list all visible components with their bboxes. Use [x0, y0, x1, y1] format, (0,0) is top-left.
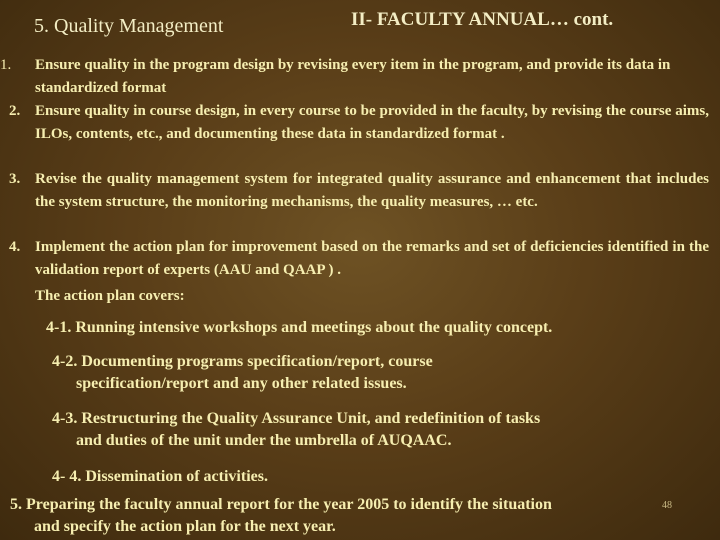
- item-text: Ensure quality in course design, in every course to be provided in the faculty, by revising the course aims, ILOs, contents, etc., and documenting these data in standardized format .: [35, 103, 709, 142]
- plan-intro: The action plan covers:: [35, 288, 185, 304]
- final-list-item: [10, 494, 710, 538]
- subitem-line: specification/report and any other related issues.: [76, 375, 407, 392]
- subitem-line: and duties of the unit under the umbrella of AUQAAC.: [76, 432, 452, 449]
- subitem-4-2: [52, 351, 433, 395]
- item-text: Preparing the faculty annual report for the year 2005 to identify the situation: [26, 496, 552, 513]
- item-text: Revise the quality management system for integrated quality assurance and enhancement that includes the system structure, the monitoring mechanisms, the quality measures, … etc.: [35, 171, 709, 210]
- page-number: 48: [662, 500, 672, 511]
- final-item-line: and specify the action plan for the next year.: [34, 518, 336, 535]
- item-number: 3.: [9, 171, 21, 187]
- list-item: [0, 54, 710, 100]
- list-item: [9, 236, 710, 282]
- item-text: Implement the action plan for improvement based on the remarks and set of deficiencies identified in the validation report of experts (AAU and QAAP ) .: [35, 239, 709, 278]
- subitem-4-4: 4- 4. Dissemination of activities.: [52, 468, 268, 485]
- subitem-4-3: [52, 408, 540, 452]
- item-number: 4.: [9, 239, 21, 255]
- subitem-line: 4-3. Restructuring the Quality Assurance Unit, and redefinition of tasks: [52, 410, 541, 427]
- subitem-line: 4-2. Documenting programs specification/report, course: [52, 353, 433, 370]
- item-number: 5.: [10, 496, 22, 513]
- final-item-line: [10, 494, 710, 516]
- item-text: Ensure quality in the program design by revising every item in the program, and provide its data in standardized format: [35, 57, 671, 96]
- section-title: 5. Quality Management: [34, 15, 224, 37]
- item-number: 2.: [9, 103, 21, 119]
- item-number: 1.: [0, 57, 12, 73]
- list-item: [9, 100, 710, 168]
- slide-title: II- FACULTY ANNUAL… cont.: [351, 9, 614, 30]
- list-item: [9, 168, 710, 236]
- subitem-4-1: 4-1. Running intensive workshops and meetings about the quality concept.: [46, 319, 553, 336]
